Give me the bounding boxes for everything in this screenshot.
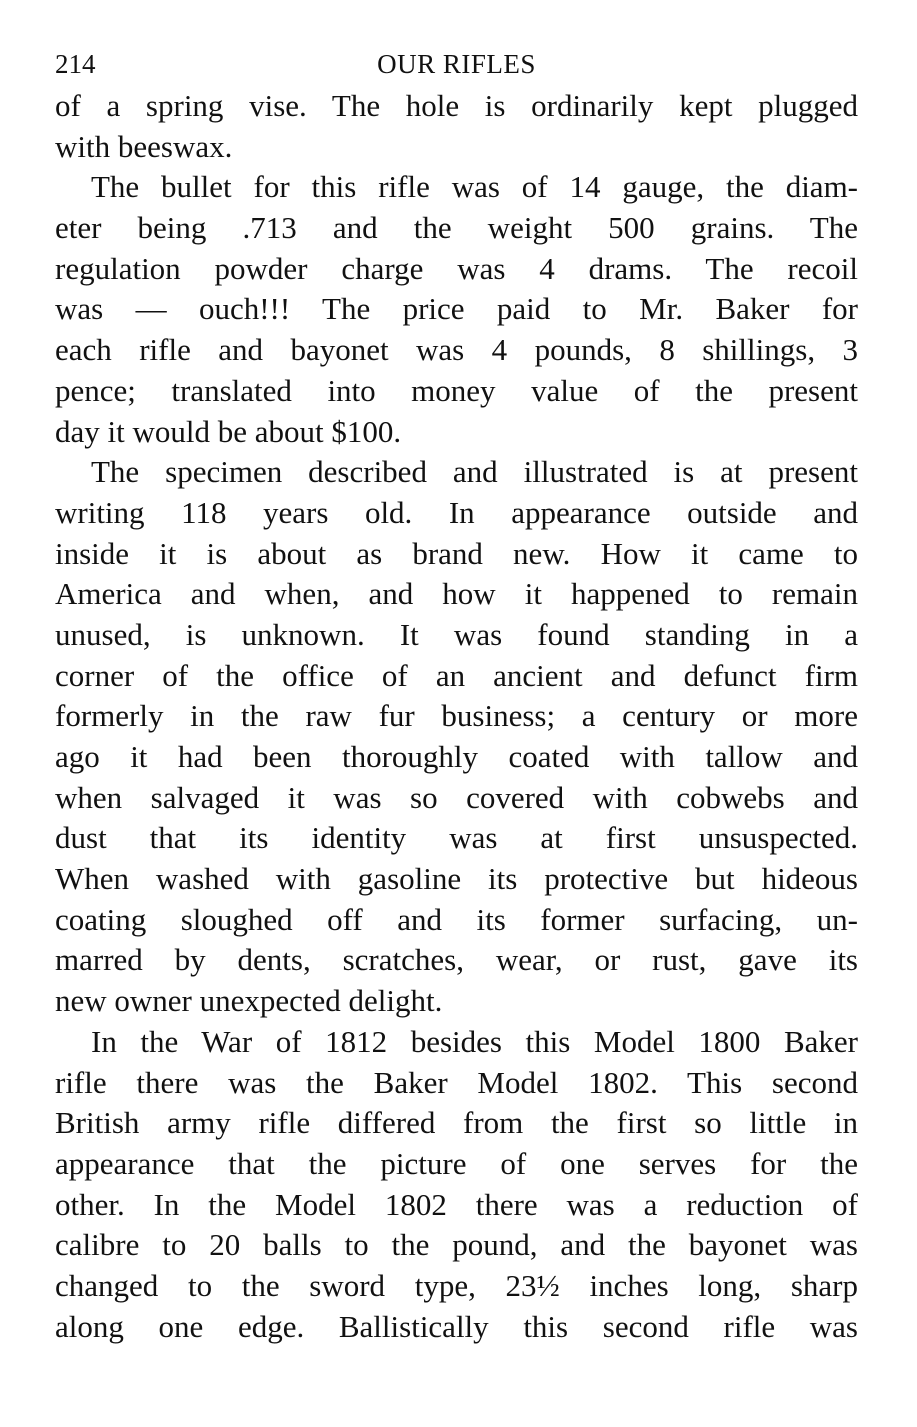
text-line: of a spring vise. The hole is ordinarily kept plugged bbox=[55, 88, 858, 123]
text-line: corner of the office of an ancient and defunct firm bbox=[55, 657, 858, 693]
text-line: unused, is unknown. It was found standing in a bbox=[55, 616, 858, 652]
text-line: changed to the sword type, 23½ inches long, sharp bbox=[55, 1267, 858, 1303]
text-line: In the War of 1812 besides this Model 1800 Baker bbox=[91, 1023, 858, 1059]
text-line: writing 118 years old. In appearance outside and bbox=[55, 494, 858, 530]
body-text bbox=[55, 86, 858, 1347]
page-number: 214 bbox=[55, 49, 96, 79]
text-line: coating sloughed off and its former surfacing, un- bbox=[55, 901, 858, 937]
paragraph-1 bbox=[55, 86, 858, 167]
text-line: calibre to 20 balls to the pound, and the bayonet was bbox=[55, 1227, 858, 1263]
text-line: When washed with gasoline its protective but hideous bbox=[55, 861, 858, 897]
text-line: was — ouch!!! The price paid to Mr. Baker for bbox=[55, 291, 858, 327]
text-line: eter being .713 and the weight 500 grains. The bbox=[55, 210, 858, 246]
paragraph-4 bbox=[55, 1022, 858, 1348]
text-line: regulation powder charge was 4 drams. The recoil bbox=[55, 250, 858, 286]
text-line: inside it is about as brand new. How it came to bbox=[55, 535, 858, 571]
text-line: ago it had been thoroughly coated with tallow and bbox=[55, 739, 858, 774]
text-line: marred by dents, scratches, wear, or rust, gave its bbox=[55, 942, 858, 978]
paragraph-2 bbox=[55, 167, 858, 452]
text-line: British army rifle differed from the first so little in bbox=[55, 1105, 858, 1141]
text-line: dust that its identity was at first unsuspected. bbox=[55, 820, 858, 856]
text-line: The bullet for this rifle was of 14 gauge, the diam- bbox=[91, 169, 858, 205]
text-line: America and when, and how it happened to remain bbox=[55, 576, 858, 612]
paragraph-3 bbox=[55, 452, 858, 1022]
text-line: with beeswax. bbox=[55, 128, 233, 164]
text-line: appearance that the picture of one serves for the bbox=[55, 1145, 858, 1181]
text-line: formerly in the raw fur business; a century or more bbox=[55, 698, 858, 734]
text-line: new owner unexpected delight. bbox=[55, 983, 443, 1019]
text-line: day it would be about $100. bbox=[55, 413, 402, 449]
running-head bbox=[55, 44, 858, 84]
running-title: OUR RIFLES bbox=[377, 49, 536, 79]
text-line: The specimen described and illustrated is at present bbox=[91, 454, 858, 490]
text-line: along one edge. Ballistically this second rifle was bbox=[55, 1308, 858, 1344]
text-line: rifle there was the Baker Model 1802. This second bbox=[55, 1064, 858, 1100]
text-line: pence; translated into money value of the present bbox=[55, 372, 858, 408]
text-line: each rifle and bayonet was 4 pounds, 8 shillings, 3 bbox=[55, 332, 858, 368]
text-line: other. In the Model 1802 there was a reduction of bbox=[55, 1186, 858, 1222]
book-page bbox=[55, 44, 858, 1347]
text-line: when salvaged it was so covered with cobwebs and bbox=[55, 779, 858, 815]
